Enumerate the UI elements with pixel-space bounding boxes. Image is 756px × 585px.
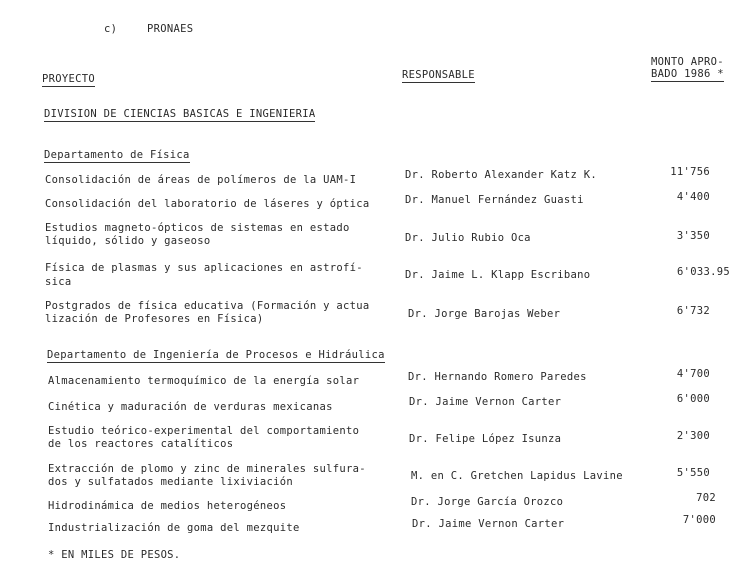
project-title-line: Estudio teórico-experimental del comportamiento	[48, 425, 360, 437]
project-responsible: Dr. Julio Rubio Oca	[405, 232, 531, 244]
project-title-line: Estudios magneto-ópticos de sistemas en estado	[45, 222, 350, 234]
project-title-line: dos y sulfatados mediante lixiviación	[48, 476, 293, 488]
footnote: * EN MILES DE PESOS.	[48, 549, 181, 561]
project-amount: 4'400	[676, 191, 710, 203]
project-responsible: Dr. Jaime Vernon Carter	[412, 518, 565, 530]
project-amount: 7'000	[682, 514, 716, 526]
project-responsible: Dr. Jaime L. Klapp Escribano	[405, 269, 591, 281]
project-title: Almacenamiento termoquímico de la energía solar	[48, 375, 360, 387]
project-title: Hidrodinámica de medios heterogéneos	[48, 500, 287, 512]
project-responsible: Dr. Manuel Fernández Guasti	[405, 194, 584, 206]
project-title-line: Física de plasmas y sus aplicaciones en astrofí-	[45, 262, 363, 274]
project-amount: 4'700	[676, 368, 710, 380]
project-amount: 6'033.95	[677, 266, 730, 278]
project-title-line: líquido, sólido y gaseoso	[45, 235, 211, 247]
project-responsible: Dr. Roberto Alexander Katz K.	[405, 169, 598, 181]
project-title: Consolidación del laboratorio de láseres y óptica	[45, 198, 370, 210]
section-letter: c)	[104, 23, 118, 35]
section-title: PRONAES	[147, 23, 194, 35]
header-project: PROYECTO	[42, 73, 95, 85]
project-title-line: Extracción de plomo y zinc de minerales sulfura-	[48, 463, 366, 475]
department-heading: Departamento de Física	[44, 149, 190, 161]
project-amount: 11'756	[670, 166, 710, 178]
project-amount: 3'350	[676, 230, 710, 242]
header-amount-line2: BADO 1986 *	[651, 68, 724, 80]
header-responsible: RESPONSABLE	[402, 69, 475, 81]
project-title: Consolidación de áreas de polímeros de la UAM-I	[45, 174, 357, 186]
project-title-line: sica	[45, 276, 72, 288]
project-title: Cinética y maduración de verduras mexicanas	[48, 401, 333, 413]
project-responsible: Dr. Felipe López Isunza	[409, 433, 562, 445]
division-heading: DIVISION DE CIENCIAS BASICAS E INGENIERIA	[44, 108, 316, 120]
project-responsible: Dr. Jorge Barojas Weber	[408, 308, 561, 320]
project-amount: 5'550	[676, 467, 710, 479]
project-title-line: lización de Profesores en Física)	[45, 313, 264, 325]
header-amount-line1: MONTO APRO-	[651, 56, 724, 68]
project-responsible: Dr. Hernando Romero Paredes	[408, 371, 587, 383]
project-title-line: de los reactores catalíticos	[48, 438, 234, 450]
project-title-line: Postgrados de física educativa (Formación y actua	[45, 300, 370, 312]
project-title: Industrialización de goma del mezquite	[48, 522, 300, 534]
project-responsible: Dr. Jaime Vernon Carter	[409, 396, 562, 408]
department-heading: Departamento de Ingeniería de Procesos e Hidráulica	[47, 349, 385, 361]
project-amount: 702	[696, 492, 716, 504]
project-amount: 6'000	[676, 393, 710, 405]
project-responsible: Dr. Jorge García Orozco	[411, 496, 564, 508]
project-amount: 6'732	[676, 305, 710, 317]
project-responsible: M. en C. Gretchen Lapidus Lavine	[411, 470, 623, 482]
project-amount: 2'300	[676, 430, 710, 442]
